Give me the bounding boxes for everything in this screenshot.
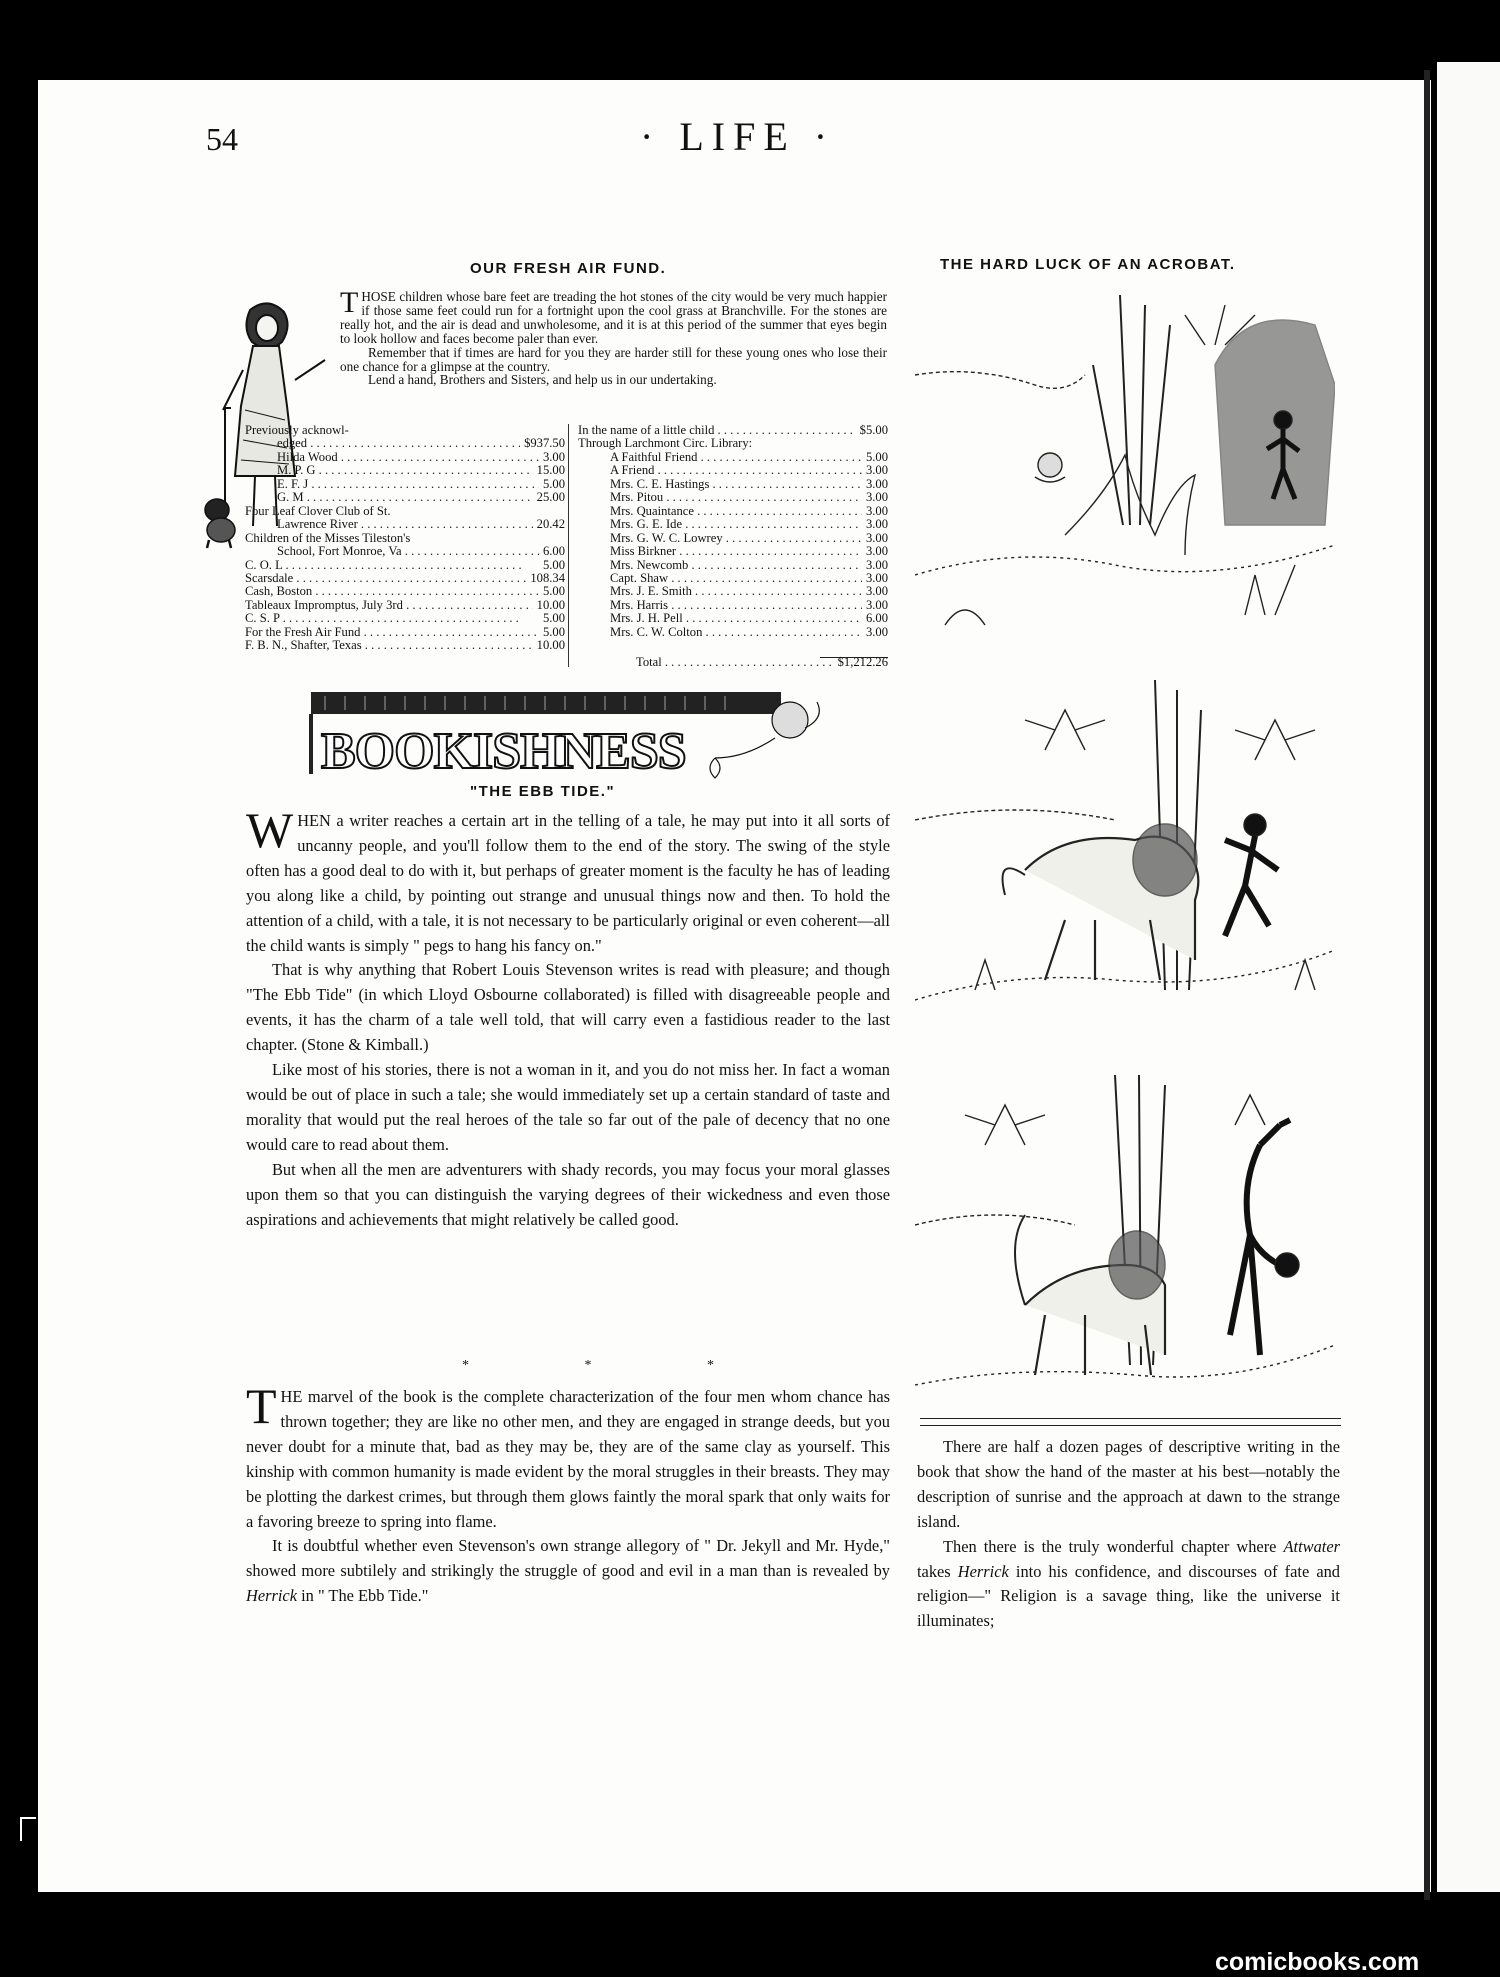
donor-name: Through Larchmont Circ. Library:: [578, 437, 753, 451]
donor-name: A Friend . . .: [578, 464, 862, 477]
donor-row: [578, 612, 888, 625]
donor-amount: 3.00: [865, 584, 888, 599]
review-paragraph-2: That is why anything that Robert Louis Stevenson writes is read with pleasure; and though "The Ebb Tide" (in which Lloyd Osbourne collaborated) is filled with disagreeable people and events, it has the charm of a tale well told, that will carry even a fastidious reader to the last chapter. (Stone & Kimball.): [246, 960, 890, 1055]
donor-row: [245, 585, 565, 598]
donor-name: Tableaux Impromptus, July 3rd . . .: [245, 599, 533, 612]
donor-name: M. P. G . . .: [245, 464, 533, 477]
donor-row: [245, 599, 565, 612]
donor-row: [245, 532, 565, 545]
donor-name: Mrs. Harris . . .: [578, 599, 862, 612]
review-part-1: [246, 802, 890, 1232]
review-paragraph-5: HE marvel of the book is the complete characterization of the four men whom chance has thrown together; they are like no other men, and they are engaged in strange deeds, but you never doubt for a minute that, bad as they may be, they are of the same clay as yourself. This kinship with common humanity is made evident by the moral struggles in their breasts. They may be plotting the darkest crimes, but through them glows faintly the moral spark that only waits for a favoring breeze to spring into flame.: [246, 1387, 890, 1531]
bookishness-banner: [305, 688, 825, 788]
donor-row: [245, 451, 565, 464]
donor-amount: $937.50: [524, 436, 565, 451]
donor-amount: 3.00: [865, 570, 888, 585]
donor-row: [578, 626, 888, 639]
donor-name: Mrs. Newcomb . . .: [578, 559, 862, 572]
donor-amount: [561, 424, 565, 437]
donor-amount: 5.00: [865, 449, 888, 464]
donor-row: [578, 464, 888, 477]
donor-name: Capt. Shaw . . .: [578, 572, 862, 585]
acrobat-panel-1: [915, 285, 1335, 635]
donor-name: Mrs. C. W. Colton . . .: [578, 626, 862, 639]
acrobat-panel-3: [915, 1065, 1335, 1405]
donor-amount: 3.00: [542, 449, 565, 464]
donor-amount: [561, 505, 565, 518]
donor-row: [578, 545, 888, 558]
fund-paragraph-1: HOSE children whose bare feet are treading the hot stones of the city would be very much happier if those same feet could run for a fortnight upon the cool grass at Branchville. For the stones are really hot, and the air is dead and unwholesome, and it is at this period of the summer that eyes begin to look hollow and faces become paler than ever.: [340, 289, 887, 346]
donor-amount: 5.00: [542, 557, 565, 572]
donor-row: [245, 518, 565, 531]
donor-amount: 5.00: [542, 624, 565, 639]
donor-row: [245, 545, 565, 558]
acrobat-heading: THE HARD LUCK OF AN ACROBAT.: [940, 256, 1236, 273]
paragraph-6-text-a: It is doubtful whether even Stevenson's own strange allegory of " Dr. Jekyll and Mr. Hyde," showed more subtilely and strikingly the struggle of good and evil in a man than is revealed by: [246, 1536, 890, 1581]
donor-list-right: [578, 424, 888, 639]
paragraph-6-text-b: in " The Ebb Tide.": [301, 1586, 429, 1606]
fresh-air-fund-intro: [340, 286, 887, 388]
donor-row: [245, 437, 565, 450]
donor-amount: 6.00: [865, 611, 888, 626]
herrick-name: Herrick: [246, 1586, 297, 1606]
illustration-rule: [920, 1418, 1341, 1426]
donor-row: [578, 491, 888, 504]
attwater-name: Attwater: [1283, 1536, 1340, 1556]
donor-amount: 3.00: [865, 490, 888, 505]
dog-illustration: [195, 490, 245, 550]
donor-row: [578, 572, 888, 585]
donor-amount: 3.00: [865, 463, 888, 478]
donor-amount: 10.00: [536, 597, 565, 612]
review-paragraph-8: [917, 1535, 1340, 1635]
donor-name: Lawrence River . . .: [245, 518, 533, 531]
section-stars: * * *: [462, 1358, 770, 1373]
donor-name: Mrs. G. E. Ide . . .: [578, 518, 862, 531]
donor-row: [578, 424, 888, 437]
donor-amount: 3.00: [865, 544, 888, 559]
donor-name: G. M . . .: [245, 491, 533, 504]
donor-amount: 3.00: [865, 557, 888, 572]
donor-row: [245, 639, 565, 652]
crop-mark: [20, 1817, 36, 1841]
donor-name: Mrs. J. H. Pell . . .: [578, 612, 862, 625]
donor-row: [578, 451, 888, 464]
donor-row: [578, 518, 888, 531]
donor-name: Miss Birkner . . .: [578, 545, 862, 558]
donor-amount: 3.00: [865, 517, 888, 532]
donor-name: For the Fresh Air Fund . . .: [245, 626, 539, 639]
donor-amount: 5.00: [542, 611, 565, 626]
donor-name: E. F. J . . .: [245, 478, 539, 491]
donor-name: Mrs. C. E. Hastings . . .: [578, 478, 862, 491]
donor-name: A Faithful Friend . . .: [578, 451, 862, 464]
donor-amount: 5.00: [542, 584, 565, 599]
donor-name: Mrs. J. E. Smith . . .: [578, 585, 862, 598]
herrick-name-2: Herrick: [957, 1561, 1009, 1581]
donor-name: Hilda Wood . . .: [245, 451, 539, 464]
donor-name: C. S. P . . .: [245, 612, 519, 625]
review-paragraph-1: HEN a writer reaches a certain art in the telling of a tale, he may put into it all sorts of uncanny people, and you'll follow them to the end of the story. The swing of the style often has a good deal to do with it, but perhaps of greater moment is the faculty he has of leading you along like a child, by pointing out strange and unusual things now and then. To hold the attention of a child, with a tale, it is not necessary to be particularly original or even coherent—all the child wants is simply " pegs to hang his fancy on.": [246, 811, 890, 955]
review-paragraph-3: Like most of his stories, there is not a woman in it, and you do not miss her. In fact a woman would be out of place in such a tale; she would immediately set up a certain standard of taste and morality that would put the real heroes of the tale so far out of the pale of decency that no one would care to read about them.: [246, 1060, 890, 1154]
review-paragraph-6: [246, 1534, 890, 1609]
donor-name: Scarsdale . . .: [245, 572, 526, 585]
fund-paragraph-3: Lend a hand, Brothers and Sisters, and help us in our undertaking.: [368, 372, 717, 388]
facing-page-edge: [1437, 62, 1500, 1892]
donor-row: [578, 532, 888, 545]
paragraph-8-text-a: Then there is the truly wonderful chapter where: [943, 1536, 1277, 1556]
donor-amount: 3.00: [865, 503, 888, 518]
total-amount: $1,212.26: [837, 655, 888, 669]
donor-row: [245, 505, 565, 518]
donor-amount: $5.00: [859, 423, 888, 437]
donor-amount: 3.00: [865, 476, 888, 491]
review-part-3: [917, 1435, 1340, 1634]
acrobat-panel-2: [915, 670, 1335, 1030]
bookishness-banner-text: BOOKISHNESS: [321, 723, 686, 780]
donor-row: [245, 424, 565, 437]
donor-name: Children of the Misses Tileston's: [245, 531, 411, 545]
donor-name: Cash, Boston . . .: [245, 585, 539, 598]
masthead-title: · LIFE ·: [640, 114, 836, 159]
donor-name: School, Fort Monroe, Va . . .: [245, 545, 539, 558]
fund-paragraph-2: Remember that if times are hard for you they are harder still for these young ones who lose their one chance for a glimpse at the country.: [340, 344, 887, 374]
donor-name: Four Leaf Clover Club of St.: [245, 504, 391, 518]
paragraph-8-text-b: takes: [917, 1561, 951, 1581]
donor-amount: 3.00: [865, 624, 888, 639]
fresh-air-fund-heading: OUR FRESH AIR FUND.: [470, 260, 667, 277]
donor-row: [578, 585, 888, 598]
total-label: Total . . .: [578, 656, 834, 669]
donor-row: [578, 599, 888, 612]
donor-amount: 20.42: [536, 517, 565, 532]
paragraph-8-text-c: into his confidence, and discourses of fate and religion—" Religion is a savage thing, like the universe it illuminates;: [917, 1561, 1340, 1631]
donor-amount: [561, 532, 565, 545]
dropcap-t: T: [246, 1378, 277, 1434]
donor-row: [245, 612, 565, 625]
donor-row: [578, 437, 888, 450]
donor-amount: 3.00: [865, 530, 888, 545]
dropcap-w: W: [246, 802, 294, 858]
page-number: 54: [206, 121, 238, 157]
donor-name: F. B. N., Shafter, Texas . . .: [245, 639, 533, 652]
dropcap: T: [340, 286, 359, 319]
donor-row: [245, 626, 565, 639]
page-gutter: [1424, 70, 1430, 1900]
donor-row: [245, 478, 565, 491]
review-paragraph-7: There are half a dozen pages of descriptive writing in the book that show the hand of the master at his best—notably the description of sunrise and the approach at dawn to the strange island.: [917, 1437, 1340, 1531]
donor-name: In the name of a little child . . .: [578, 424, 856, 437]
review-part-2: [246, 1378, 890, 1609]
donor-name: C. O. L . . .: [245, 559, 522, 572]
donor-row: [245, 464, 565, 477]
donor-amount: 25.00: [536, 490, 565, 505]
donor-amount: [884, 437, 888, 450]
donor-name: Mrs. Pitou . . .: [578, 491, 862, 504]
donor-amount: 3.00: [865, 597, 888, 612]
review-paragraph-4: But when all the men are adventurers with shady records, you may focus your moral glasses upon them so that you can distinguish the varying degrees of their wickedness and even those aspirations and achievements that might relatively be called good.: [246, 1159, 890, 1229]
donor-total: [578, 656, 888, 669]
donor-row: [245, 491, 565, 504]
donor-list-left: [245, 424, 565, 653]
donor-amount: 5.00: [542, 476, 565, 491]
donor-amount: 6.00: [542, 544, 565, 559]
donor-row: [578, 559, 888, 572]
ebb-tide-heading: "THE EBB TIDE.": [470, 783, 616, 800]
donor-name: Mrs. Quaintance . . .: [578, 505, 862, 518]
donor-name: Previously acknowl-: [245, 424, 349, 437]
donor-amount: 108.34: [530, 570, 565, 585]
donor-row: [245, 559, 565, 572]
donor-row: [578, 505, 888, 518]
donor-name: Mrs. G. W. C. Lowrey . . .: [578, 532, 862, 545]
donor-amount: 10.00: [536, 638, 565, 653]
donor-amount: 15.00: [536, 463, 565, 478]
column-divider: [568, 424, 569, 667]
donor-row: [578, 478, 888, 491]
donor-name: edged . . .: [245, 437, 520, 450]
donor-row: [245, 572, 565, 585]
watermark: comicbooks.com: [1215, 1948, 1420, 1976]
